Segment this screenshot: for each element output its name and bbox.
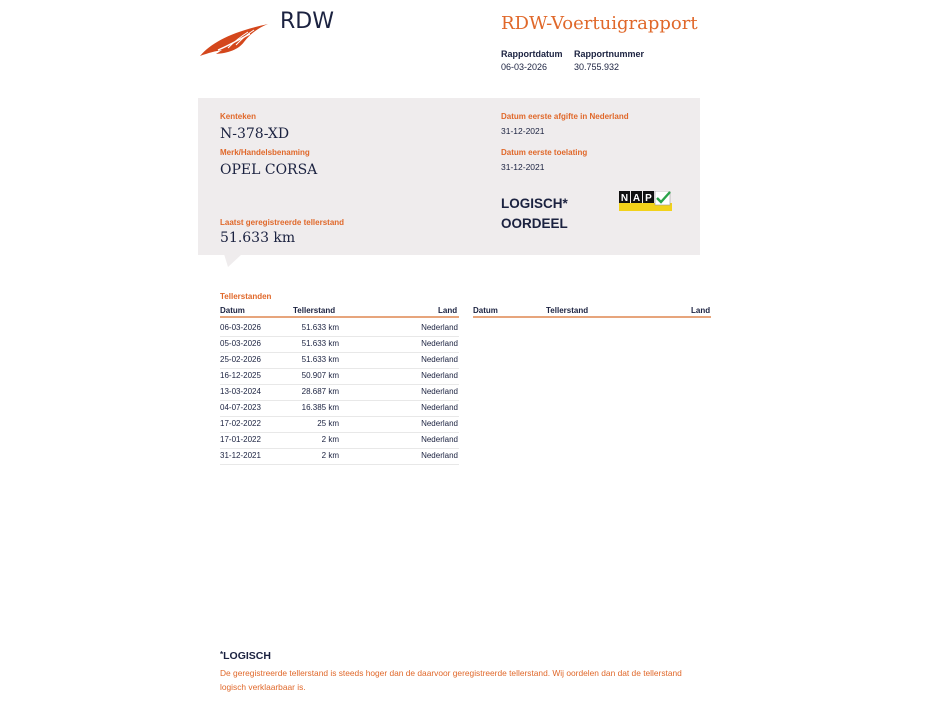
row-country: Nederland: [421, 371, 458, 380]
row-date: 06-03-2026: [220, 323, 261, 332]
row-odometer: 51.633 km: [301, 355, 339, 364]
footnote-title-text: LOGISCH: [223, 650, 271, 662]
odometer-value: 51.633 km: [220, 230, 296, 246]
col-header-date: Datum: [220, 306, 245, 315]
brand-name: RDW: [280, 9, 334, 34]
readings-title: Tellerstanden: [220, 292, 272, 301]
col-header-country: Land: [438, 306, 458, 315]
nap-letter-p: P: [645, 193, 652, 204]
table-row: [220, 432, 459, 449]
rdw-logo: [198, 20, 270, 60]
table-header-rule: [220, 316, 459, 318]
nap-letter-a: A: [632, 193, 641, 204]
odometer-label: Laatst geregistreerde tellerstand: [220, 218, 345, 227]
row-date: 05-03-2026: [220, 339, 261, 348]
footnote-asterisk: *: [220, 650, 224, 659]
row-odometer: 28.687 km: [301, 387, 339, 396]
first-admission-label: Datum eerste toelating: [501, 148, 588, 157]
first-issue-nl-date: 31-12-2021: [501, 126, 545, 136]
make-model: OPEL CORSA: [220, 162, 318, 178]
row-odometer: 25 km: [317, 419, 339, 428]
nap-letter-n: N: [620, 193, 629, 204]
table-row: [220, 400, 459, 417]
row-country: Nederland: [421, 387, 458, 396]
row-country: Nederland: [421, 435, 458, 444]
verdict-line1: LOGISCH*: [501, 196, 568, 211]
verdict: [501, 194, 568, 234]
row-odometer: 16.385 km: [301, 403, 339, 412]
row-odometer: 2 km: [321, 451, 339, 460]
report-date: 06-03-2026: [501, 62, 548, 72]
panel-notch: [224, 254, 244, 268]
footnote-title: [220, 650, 271, 662]
row-odometer: 2 km: [321, 435, 339, 444]
first-issue-nl-label: Datum eerste afgifte in Nederland: [501, 112, 629, 121]
row-country: Nederland: [421, 323, 458, 332]
table-row: [220, 448, 459, 465]
row-country: Nederland: [421, 339, 458, 348]
col-header-date-2: Datum: [473, 306, 498, 315]
report-number-label: Rapportnummer: [574, 49, 645, 59]
row-date: 04-07-2023: [220, 403, 261, 412]
make-label: Merk/Handelsbenaming: [220, 148, 310, 157]
table-row: [220, 416, 459, 433]
row-date: 25-02-2026: [220, 355, 261, 364]
report-title: RDW-Voertuigrapport: [501, 13, 698, 34]
row-odometer: 50.907 km: [301, 371, 339, 380]
col-header-odometer: Tellerstand: [293, 306, 336, 315]
row-date: 17-01-2022: [220, 435, 261, 444]
row-date: 16-12-2025: [220, 371, 261, 380]
table-row: [220, 368, 459, 385]
row-odometer: 51.633 km: [301, 323, 339, 332]
footnote-text: De geregistreerde tellerstand is steeds hoger dan de daarvoor geregistreerde tellerstand. Wij oordelen dan dat de tellerstand logisch verklaarbaar is.: [220, 668, 682, 692]
table-header-rule-2: [473, 316, 711, 318]
col-header-odometer-2: Tellerstand: [546, 306, 589, 315]
row-country: Nederland: [421, 419, 458, 428]
plate-label: Kenteken: [220, 112, 257, 121]
nap-logo: [619, 191, 672, 211]
license-plate: N-378-XD: [220, 126, 290, 142]
col-header-country-2: Land: [691, 306, 711, 315]
row-date: 17-02-2022: [220, 419, 261, 428]
report-date-label: Rapportdatum: [501, 49, 563, 59]
table-row: [220, 384, 459, 401]
table-row: [220, 336, 459, 353]
row-country: Nederland: [421, 403, 458, 412]
verdict-line2: OORDEEL: [501, 216, 568, 231]
row-date: 31-12-2021: [220, 451, 261, 460]
row-country: Nederland: [421, 451, 458, 460]
table-row: [220, 352, 459, 369]
first-admission-date: 31-12-2021: [501, 162, 545, 172]
report-number: 30.755.932: [574, 62, 620, 72]
row-date: 13-03-2024: [220, 387, 261, 396]
row-country: Nederland: [421, 355, 458, 364]
row-odometer: 51.633 km: [301, 339, 339, 348]
table-row: [220, 320, 459, 337]
